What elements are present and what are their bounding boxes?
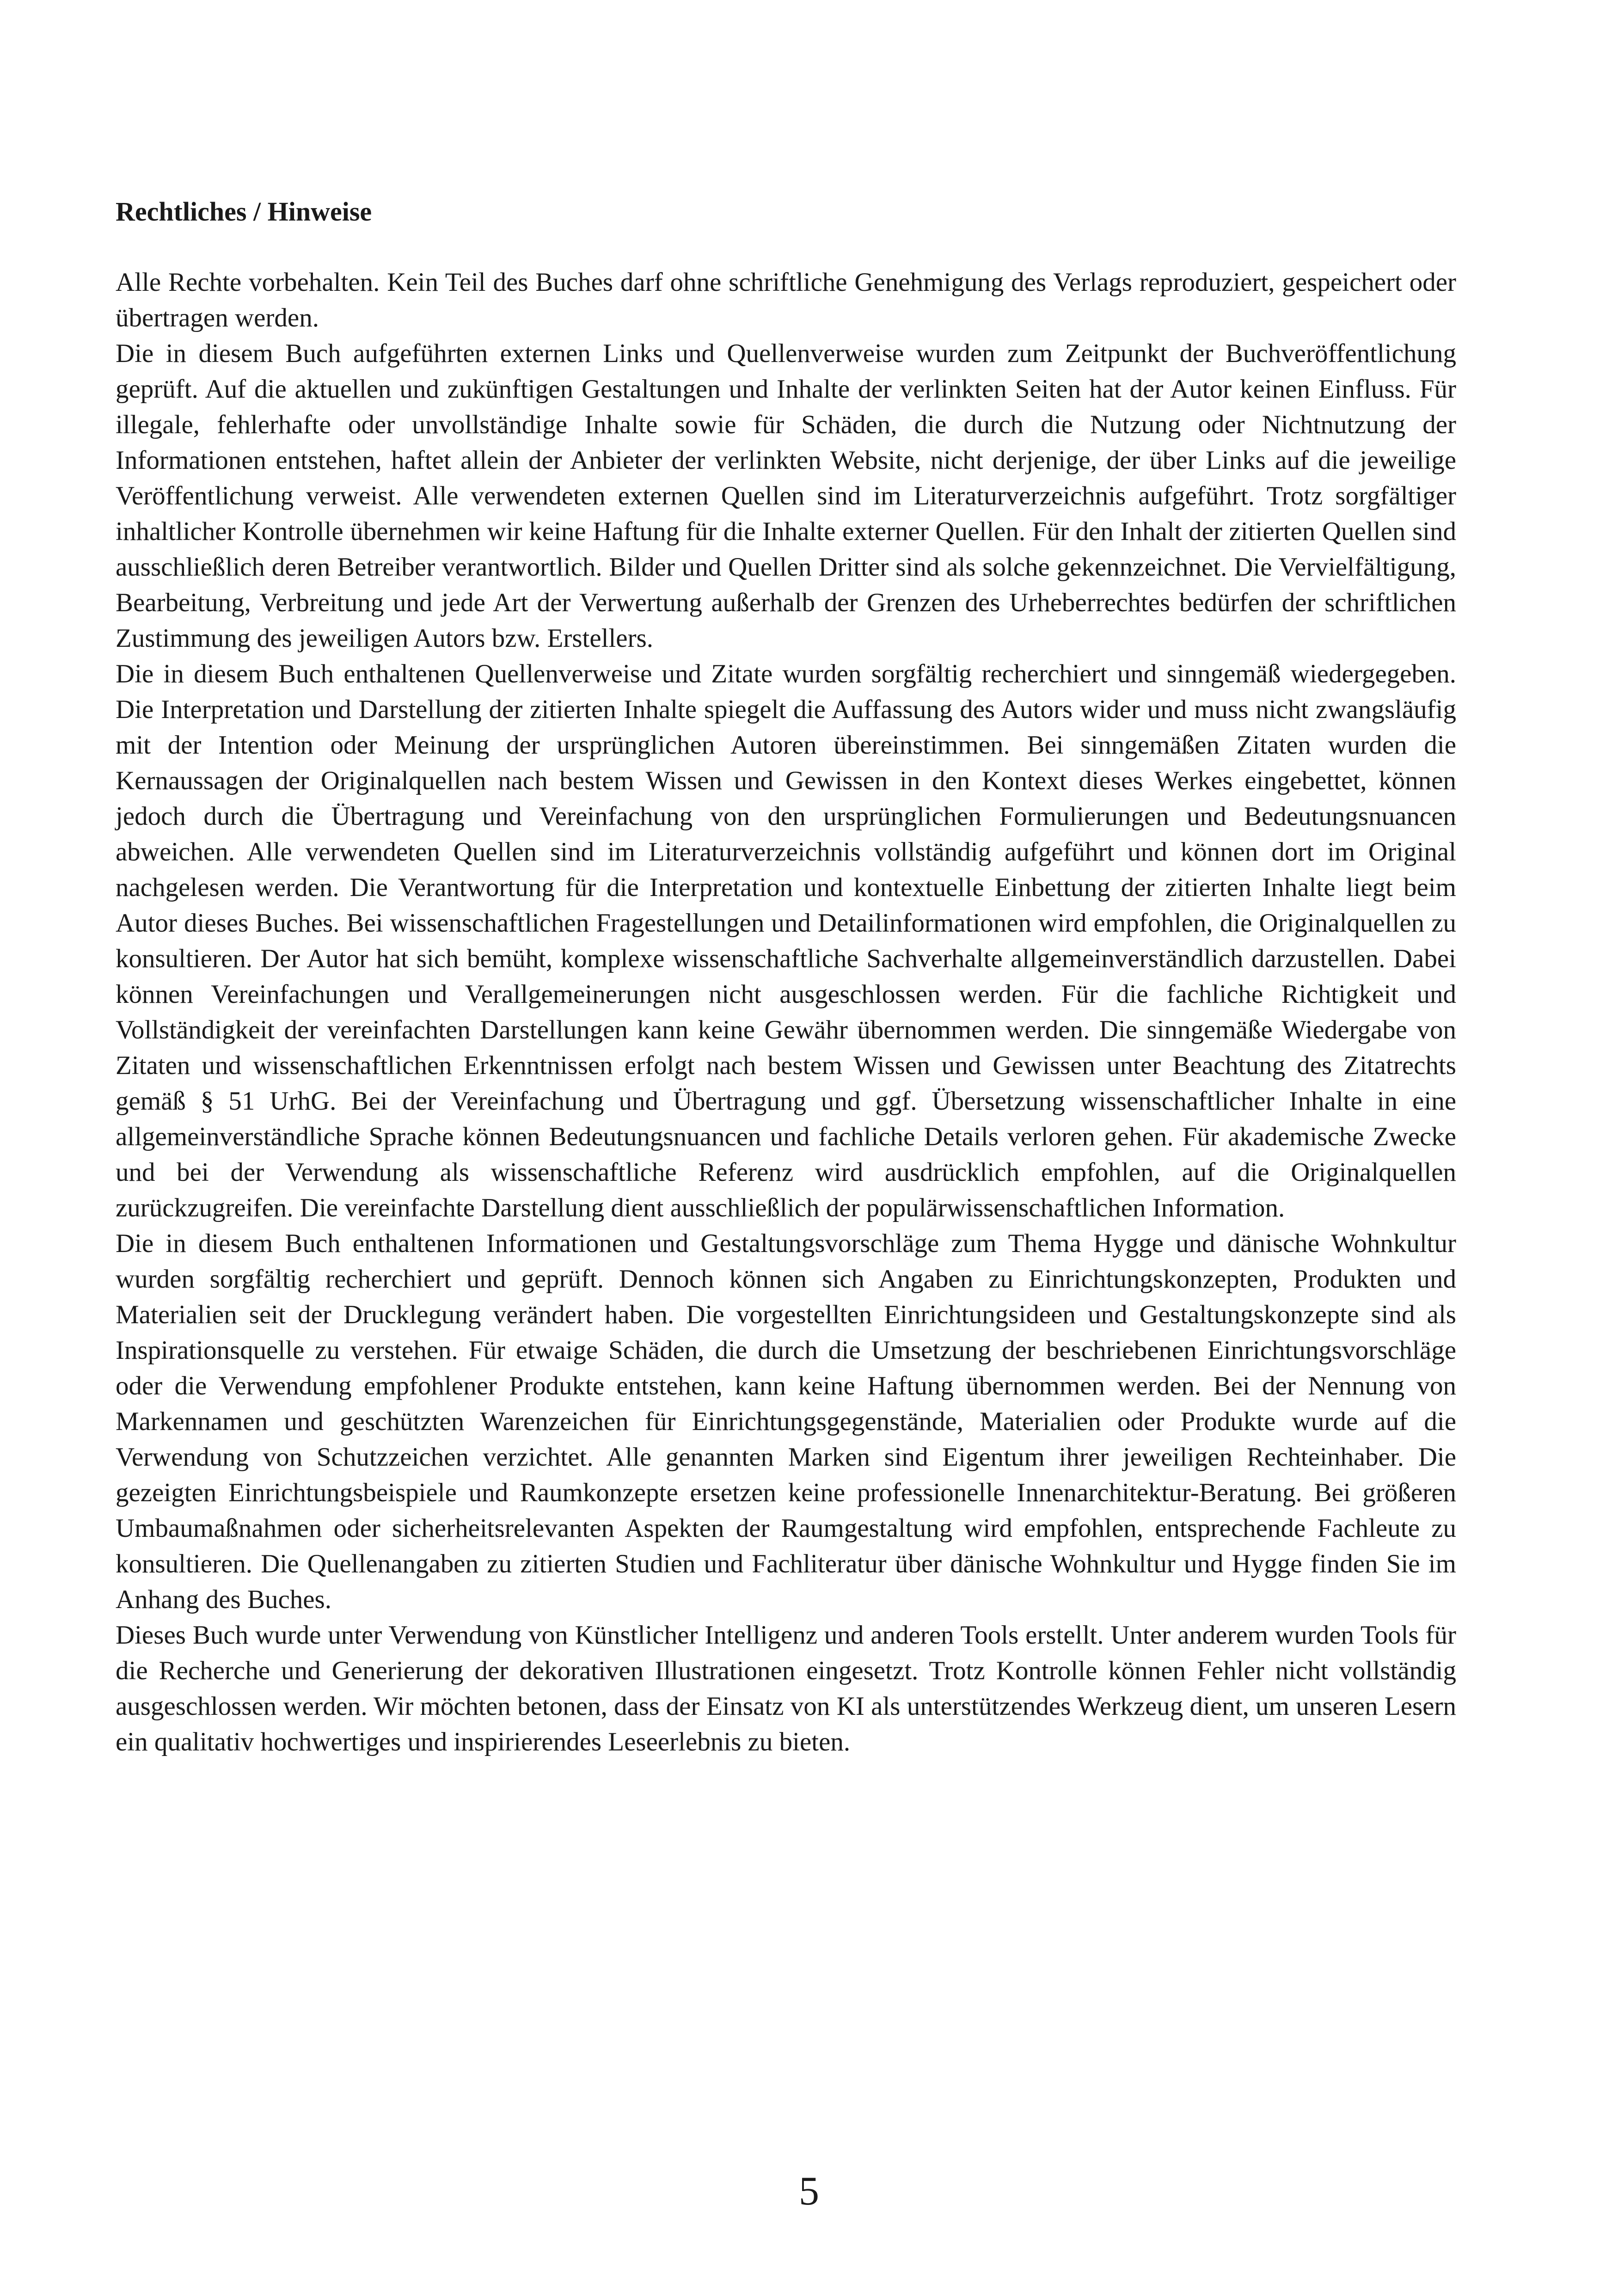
page-content (116, 194, 1456, 1760)
page-number: 5 (799, 2169, 819, 2214)
paragraph-ai-notice: Dieses Buch wurde unter Verwendung von Künstlicher Intelligenz und anderen Tools erstellt. Unter anderem wurden Tools für die Recherche und Generierung der dekorativen Illustrationen eingesetzt. Trotz Kontrolle können Fehler nicht vollständig ausgeschlossen werden. Wir möchten betonen, dass der Einsatz von KI als unterstützendes Werkzeug dient, um unseren Lesern ein qualitativ hochwertiges und inspirierendes Leseerlebnis zu bieten. (116, 1621, 1456, 1756)
paragraph-citations: Die in diesem Buch enthaltenen Quellenverweise und Zitate wurden sorgfältig recherchiert und sinngemäß wiedergegeben. Die Interpretation und Darstellung der zitierten Inhalte spiegelt die Auffassung des Autors wider und muss nicht zwangsläufig mit der Intention oder Meinung der ursprünglichen Autoren übereinstimmen. Bei sinngemäßen Zitaten wurden die Kernaussagen der Originalquellen nach bestem Wissen und Gewissen in den Kontext dieses Werkes eingebettet, können jedoch durch die Übertragung und Vereinfachung von den ursprünglichen Formulierungen und Bedeutungsnuancen abweichen. Alle verwendeten Quellen sind im Literaturverzeichnis vollständig aufgeführt und können dort im Original nachgelesen werden. Die Verantwortung für die Interpretation und kontextuelle Einbettung der zitierten Inhalte liegt beim Autor dieses Buches. Bei wissenschaftlichen Fragestellungen und Detailinformationen wird empfohlen, die Originalquellen zu konsultieren. Der Autor hat sich bemüht, komplexe wissenschaftliche Sachverhalte allgemeinverständlich darzustellen. Dabei können Vereinfachungen und Verallgemeinerungen nicht ausgeschlossen werden. Für die fachliche Richtigkeit und Vollständigkeit der vereinfachten Darstellungen kann keine Gewähr übernommen werden. Die sinngemäße Wiedergabe von Zitaten und wissenschaftlichen Erkenntnissen erfolgt nach bestem Wissen und Gewissen unter Beachtung des Zitatrechts gemäß § 51 UrhG. Bei der Vereinfachung und Übertragung und ggf. Übersetzung wissenschaftlicher Inhalte in eine allgemeinverständliche Sprache können Bedeutungsnuancen und fachliche Details verloren gehen. Für akademische Zwecke und bei der Verwendung als wissenschaftliche Referenz wird ausdrücklich empfohlen, auf die Originalquellen zurückzugreifen. Die vereinfachte Darstellung dient ausschließlich der populärwissenschaftlichen Information. (116, 659, 1456, 1222)
page-heading: Rechtliches / Hinweise (116, 196, 372, 227)
paragraph-hygge-disclaimer: Die in diesem Buch enthaltenen Informationen und Gestaltungsvorschläge zum Thema Hygge und dänische Wohnkultur wurden sorgfältig recherchiert und geprüft. Dennoch können sich Angaben zu Einrichtungskonzepten, Produkten und Materialien seit der Drucklegung verändert haben. Die vorgestellten Einrichtungsideen und Gestaltungskonzepte sind als Inspirationsquelle zu verstehen. Für etwaige Schäden, die durch die Umsetzung der beschriebenen Einrichtungsvorschläge oder die Verwendung empfohlener Produkte entstehen, kann keine Haftung übernommen werden. Bei der Nennung von Markennamen und geschützten Warenzeichen für Einrichtungsgegenstände, Materialien oder Produkte wurde auf die Verwendung von Schutzzeichen verzichtet. Alle genannten Marken sind Eigentum ihrer jeweiligen Rechteinhaber. Die gezeigten Einrichtungsbeispiele und Raumkonzepte ersetzen keine professionelle Innenarchitektur-Beratung. Bei größeren Umbaumaßnahmen oder sicherheitsrelevanten Aspekten der Raumgestaltung wird empfohlen, entsprechende Fachleute zu konsultieren. Die Quellenangaben zu zitierten Studien und Fachliteratur über dänische Wohnkultur und Hygge finden Sie im Anhang des Buches. (116, 1229, 1456, 1614)
paragraph-external-links: Die in diesem Buch aufgeführten externen Links und Quellenverweise wurden zum Zeitpunkt der Buchveröffentlichung geprüft. Auf die aktuellen und zukünftigen Gestaltungen und Inhalte der verlinkten Seiten hat der Autor keinen Einfluss. Für illegale, fehlerhafte oder unvollständige Inhalte sowie für Schäden, die durch die Nutzung oder Nichtnutzung der Informationen entstehen, haftet allein der Anbieter der verlinkten Website, nicht derjenige, der über Links auf die jeweilige Veröffentlichung verweist. Alle verwendeten externen Quellen sind im Literaturverzeichnis aufgeführt. Trotz sorgfältiger inhaltlicher Kontrolle übernehmen wir keine Haftung für die Inhalte externer Quellen. Für den Inhalt der zitierten Quellen sind ausschließlich deren Betreiber verantwortlich. Bilder und Quellen Dritter sind als solche gekennzeichnet. Die Vervielfältigung, Bearbeitung, Verbreitung und jede Art der Verwertung außerhalb der Grenzen des Urheberrechtes bedürfen der schriftlichen Zustimmung des jeweiligen Autors bzw. Erstellers. (116, 339, 1456, 653)
paragraph-rights-reserved: Alle Rechte vorbehalten. Kein Teil des Buches darf ohne schriftliche Genehmigung des Verlags reproduziert, gespeichert oder übertragen werden. (116, 268, 1456, 332)
